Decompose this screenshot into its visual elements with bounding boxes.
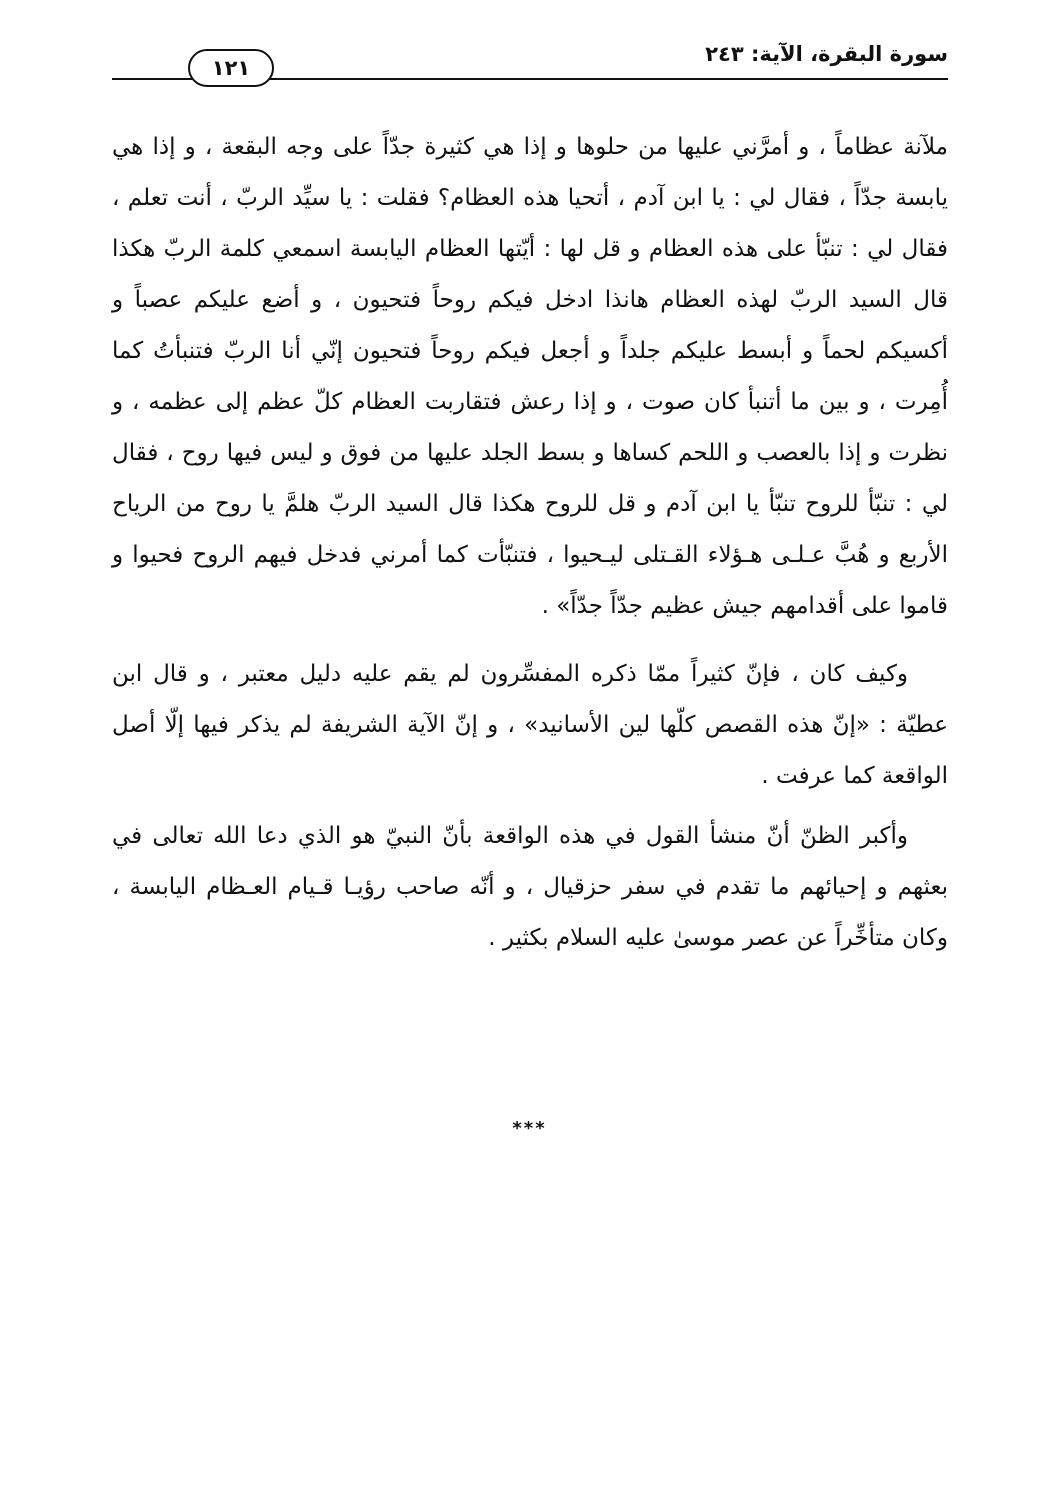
paragraph-3: وأكبر الظنّ أنّ منشأ القول في هذه الواقعة بأنّ النبيّ هو الذي دعا الله تعالى في بعثهم و إحيائهم ما تقدم في سفر حزقيال ، و أنّه صاحب رؤيـا قـيام العـظام اليابسة ، وكان متأخِّراً عن عصر موسىٰ عليه السلام بكثير . — [112, 823, 948, 951]
page-header — [112, 38, 948, 88]
paragraph-2: وكيف كان ، فإنّ كثيراً ممّا ذكره المفسِّرون لم يقم عليه دليل معتبر ، و قال ابن عطيّة : «إنّ هذه القصص كلّها لين الأسانيد» ، و إنّ الآية الشريفة لم يذكر فيها إلّا أصل الواقعة كما عرفت . — [112, 661, 948, 789]
page-number: ١٢١ — [188, 49, 274, 87]
paragraph-1: ملآنة عظاماً ، و أمرَّني عليها من حلوها و إذا هي كثيرة جدّاً على وجه البقعة ، و إذا هي يابسة جدّاً ، فقال لي : يا ابن آدم ، أتحيا هذه العظام؟ فقلت : يا سيِّد الربّ ، أنت تعلم ، فقال لي : تنبّأ على هذه العظام و قل لها : أيّتها العظام اليابسة اسمعي كلمة الربّ هكذا قال السيد الربّ لهذه العظام هانذا ادخل فيكم روحاً فتحيون ، و أضع عليكم عصباً و أكسيكم لحماً و أبسط عليكم جلداً و أجعل فيكم روحاً فتحيون إنّي أنا الربّ فتنبأتُ كما أُمِرت ، و بين ما أتنبأ كان صوت ، و إذا رعش فتقاربت العظام كلّ عظم إلى عظمه ، و نظرت و إذا بالعصب و اللحم كساها و بسط الجلد عليها من فوق و ليس فيها روح ، فقال لي : تنبّأ للروح تنبّأ يا ابن آدم و قل للروح هكذا قال السيد الربّ هلمَّ يا روح من الرياح الأربع و هُبَّ عـلـى هـؤلاء القـتلى ليـحيوا ، فتنبّأت كما أمرني فدخل فيهم الروح فحيوا و قاموا على أقدامهم جيش عظيم جدّاً جدّاً» . — [112, 134, 948, 619]
running-title: سورة البقرة، الآية: ٢٤٣ — [705, 42, 948, 66]
section-separator: *** — [512, 1118, 547, 1139]
body-text — [112, 122, 948, 964]
